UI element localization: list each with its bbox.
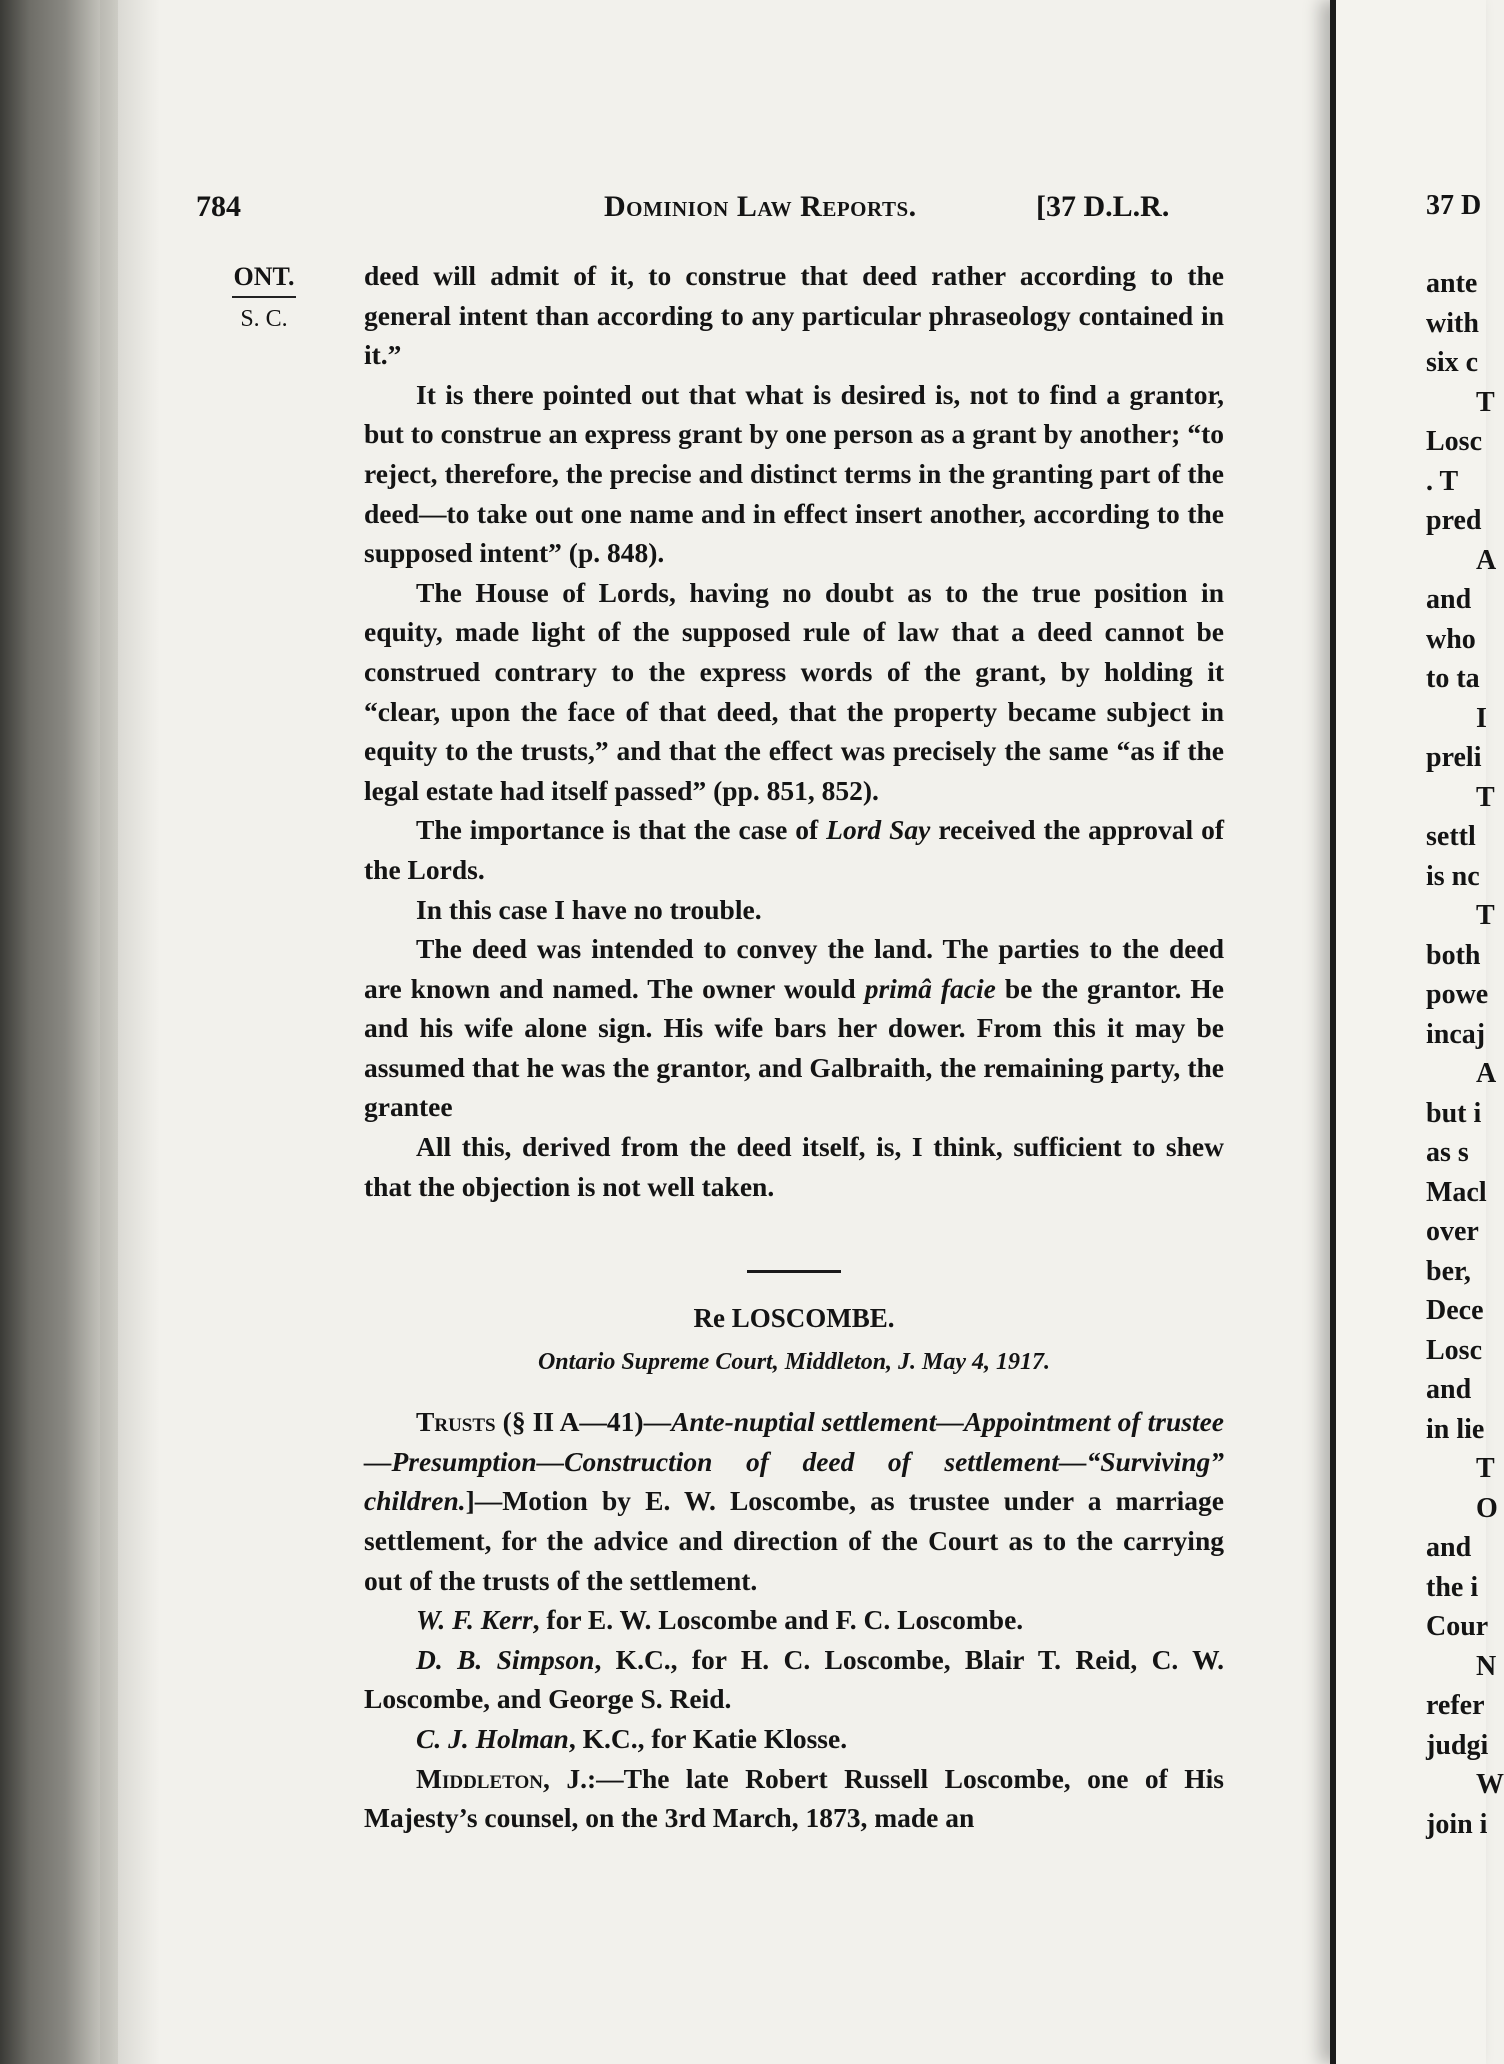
facing-page-line: T (1476, 900, 1495, 931)
facing-page-line: Cour (1426, 1611, 1489, 1642)
facing-page-line: in lie (1426, 1414, 1485, 1445)
facing-page-line: settl (1426, 821, 1476, 852)
facing-page-line: A (1476, 1058, 1497, 1089)
paragraph: deed will admit of it, to construe that deed rather according to the general intent than according to any particular phraseology contained in it.” (364, 260, 1224, 371)
paragraph: It is there pointed out that what is desired is, not to find a grantor, but to construe an express grant by one person as a grant by another; “to reject, therefore, the precise and distinct terms in the granting part of the deed—to take out one name and in effect insert another, according to the supposed intent” (p. 848). (364, 378, 1224, 569)
facing-page-line: O (1476, 1493, 1498, 1524)
facing-page-line: with (1426, 308, 1479, 339)
facing-page-line: is nc (1426, 861, 1480, 892)
counsel-party: , K.C., for Katie Klosse. (568, 1722, 848, 1754)
section-separator (747, 1270, 841, 1273)
facing-page-line: and (1426, 1532, 1472, 1563)
facing-page-header: 37 D (1426, 190, 1482, 221)
facing-page-line: T (1476, 1453, 1495, 1484)
counsel-name: C. J. Holman (416, 1722, 569, 1754)
facing-page-line: Macl (1426, 1177, 1487, 1208)
case-name: Lord Say (826, 814, 931, 846)
facing-page-line: Losc (1426, 1335, 1482, 1366)
facing-page-edge (1330, 0, 1504, 2064)
facing-page-line: . T (1426, 466, 1459, 497)
paragraph (364, 810, 1224, 889)
headnote-topic: Trusts (416, 1406, 496, 1438)
facing-page-line: ante (1426, 268, 1478, 299)
text-run: be the grantor. He and his wife alone sign. His wife bars her dower. From this it may be assumed that he was the grantor, and Galbraith, the remaining party, the grantee (364, 972, 1224, 1123)
facing-page-line: both (1426, 940, 1481, 971)
facing-page-line: A (1476, 545, 1497, 576)
facing-page-line: incaj (1426, 1019, 1486, 1050)
court-line: Ontario Supreme Court, Middleton, J. May 4, 1917. (537, 1348, 1051, 1375)
counsel-party: , K.C., for H. C. Loscombe, Blair T. Reid, C. W. Loscombe, and George S. Reid. (364, 1643, 1225, 1715)
counsel-line (364, 1640, 1224, 1719)
paragraph (364, 929, 1224, 1127)
facing-page-line: T (1476, 782, 1495, 813)
headnote-section: (§ II A—41)— (495, 1406, 672, 1438)
facing-page-line: preli (1426, 742, 1482, 773)
facing-page-line: Losc (1426, 426, 1482, 457)
running-title: Dominion Law Reports. (604, 190, 917, 223)
facing-page-line: Dece (1426, 1295, 1484, 1326)
paragraph: In this case I have no trouble. (416, 893, 762, 925)
facing-page-line: refer (1426, 1690, 1485, 1721)
latin-phrase: primâ facie (864, 972, 996, 1004)
text-run: The importance is that the case of (416, 814, 827, 846)
facing-page-line: and (1426, 1374, 1472, 1405)
case-report (364, 1270, 1224, 1838)
facing-page-line: six c (1426, 347, 1479, 378)
judge-name: Middleton, J. (416, 1762, 587, 1794)
facing-page-line: W (1476, 1769, 1504, 1800)
facing-page-line: and (1426, 584, 1472, 615)
facing-page-line: as s (1426, 1137, 1469, 1168)
volume-reference: [37 D.L.R. (1036, 190, 1170, 223)
counsel-name: D. B. Simpson (416, 1643, 595, 1675)
facing-page-line: who (1426, 624, 1476, 655)
text-run: The deed was intended to convey the land. The parties to the deed are known and named. The owner would (364, 933, 1224, 1004)
facing-page-line: T (1476, 387, 1495, 418)
facing-page-line: pred (1426, 505, 1482, 536)
facing-page-line: the i (1426, 1572, 1479, 1603)
paragraph: All this, derived from the deed itself, is, I think, sufficient to shew that the objection is not well taken. (364, 1131, 1224, 1202)
judgment-opening (364, 1759, 1224, 1838)
page-number: 784 (196, 190, 241, 223)
case-title: Re LOSCOMBE. (693, 1303, 895, 1333)
facing-page-line: N (1476, 1651, 1497, 1682)
counsel-line (364, 1600, 1224, 1640)
facing-page-line: powe (1426, 979, 1489, 1010)
page-gutter-shadow (100, 0, 160, 2064)
opinion-text (364, 256, 1224, 1206)
counsel-line (364, 1719, 1224, 1759)
facing-page-line: over (1426, 1216, 1479, 1247)
facing-page-line: ber, (1426, 1256, 1471, 1287)
facing-page-line: to ta (1426, 663, 1480, 694)
margin-note (228, 262, 300, 333)
counsel-name: W. F. Kerr (416, 1604, 533, 1636)
facing-page-line: join i (1426, 1809, 1488, 1840)
facing-page-line: but i (1426, 1098, 1482, 1129)
text-run: received the approval of the Lords. (364, 814, 1224, 885)
judgment-text: :—The late Robert Russell Loscombe, one of His Majesty’s counsel, on the 3rd March, 1873, made an (364, 1762, 1224, 1834)
facing-page-line: judgi (1426, 1730, 1489, 1761)
margin-court: S. C. (240, 306, 288, 332)
counsel-party: , for E. W. Loscombe and F. C. Loscombe. (532, 1604, 1024, 1636)
paragraph: The House of Lords, having no doubt as to the true position in equity, made light of the supposed rule of law that a deed cannot be construed contrary to the express words of the grant, by holding it “clear, upon the face of that deed, that the property became subject in equity to the trusts,” and that the effect was precisely the same “as if the legal estate had itself passed” (pp. 851, 852). (364, 576, 1224, 806)
headnote-text: ]—Motion by E. W. Loscombe, as trustee under a marriage settlement, for the advice and direction of the Court as to the carrying out of the trusts of the settlement. (364, 1485, 1224, 1596)
facing-page-line: I (1476, 703, 1487, 734)
headnote-keywords: Ante-nuptial settlement—Appointment of trustee—Presumption—Construction of deed of settlement—“Surviving” children. (364, 1406, 1224, 1517)
headnote (364, 1402, 1224, 1600)
margin-jurisdiction: ONT. (233, 262, 295, 291)
margin-divider (232, 296, 296, 298)
